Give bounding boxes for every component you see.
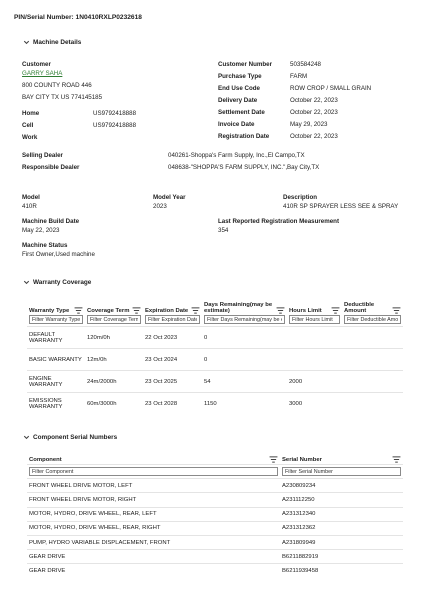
chevron-down-icon[interactable]: [22, 38, 31, 47]
table-row: [27, 327, 403, 349]
machine-status-label: Machine Status: [22, 242, 68, 249]
days-remaining-cell: 1150: [202, 393, 287, 415]
filter-lines-icon[interactable]: [74, 307, 83, 314]
component-cell: PUMP, HYDRO VARIABLE DISPLACEMENT, FRONT: [27, 535, 280, 549]
col-header-days-remaining[interactable]: Days Remaining(may be estimate): [202, 302, 287, 315]
filter-hours-limit-input[interactable]: [289, 315, 340, 324]
home-phone-label: Home: [22, 110, 40, 117]
deductible-amount-cell: [342, 393, 403, 415]
table-row: [27, 521, 403, 535]
hours-limit-cell: [287, 327, 342, 349]
filter-serial-number-input[interactable]: [282, 467, 401, 476]
model-year-label: Model Year: [153, 194, 186, 201]
warranty-type-cell: ENGINE WARRANTY: [27, 371, 85, 393]
filter-lines-icon[interactable]: [331, 307, 340, 314]
serial-number-cell: B6211882919: [280, 550, 403, 564]
filter-component-input[interactable]: [29, 467, 278, 476]
days-remaining-cell: 0: [202, 327, 287, 349]
registration-date-value: October 22, 2023: [290, 133, 338, 140]
table-row: [27, 393, 403, 415]
filter-lines-icon[interactable]: [392, 307, 401, 314]
hours-limit-cell: 2000: [287, 371, 342, 393]
deductible-amount-cell: [342, 349, 403, 371]
table-row: [27, 564, 403, 578]
cell-phone-value: US9792418888: [93, 122, 137, 129]
serial-number-cell: A230809234: [280, 479, 403, 493]
table-row: [27, 493, 403, 507]
col-header-coverage-term[interactable]: Coverage Term: [85, 302, 143, 315]
filter-warranty-type-input[interactable]: [29, 315, 83, 324]
section-warranty-coverage[interactable]: [22, 278, 91, 287]
registration-date-label: Registration Date: [218, 133, 270, 140]
filter-expiration-date-input[interactable]: [145, 315, 200, 324]
warranty-table: [27, 302, 403, 415]
table-row: [27, 479, 403, 493]
hours-limit-cell: 3000: [287, 393, 342, 415]
col-header-component[interactable]: Component: [27, 456, 280, 465]
expiration-date-cell: 23 Oct 2025: [143, 371, 202, 393]
table-row: [27, 535, 403, 549]
col-header-deductible-amount[interactable]: Deductible Amount: [342, 302, 403, 315]
settlement-date-value: October 22, 2023: [290, 109, 338, 116]
build-date-value: May 22, 2023: [22, 227, 60, 234]
filter-lines-icon[interactable]: [191, 307, 200, 314]
component-serial-table: [27, 456, 403, 578]
filter-lines-icon[interactable]: [132, 307, 141, 314]
settlement-date-label: Settlement Date: [218, 109, 265, 116]
chevron-down-icon[interactable]: [22, 278, 31, 287]
customer-address-line2: BAY CITY TX US 774145185: [22, 94, 103, 101]
filter-days-remaining-input[interactable]: [204, 315, 285, 324]
build-date-label: Machine Build Date: [22, 218, 80, 225]
home-phone-value: US9792418888: [93, 110, 137, 117]
model-label: Model: [22, 194, 40, 201]
serial-number-cell: B6211939458: [280, 564, 403, 578]
table-row: [27, 349, 403, 371]
serial-number-cell: A231809949: [280, 535, 403, 549]
registration-measurement-value: 354: [218, 227, 229, 234]
description-value: 410R SP SPRAYER LESS SEE & SPRAY: [283, 203, 399, 210]
machine-status-value: First Owner,Used machine: [22, 251, 95, 258]
table-row: [27, 371, 403, 393]
deductible-amount-cell: [342, 327, 403, 349]
section-title: Warranty Coverage: [33, 279, 92, 286]
section-component-serial-numbers[interactable]: [22, 433, 117, 442]
selling-dealer-label: Selling Dealer: [22, 152, 63, 159]
coverage-term-cell: 24m/2000h: [85, 371, 143, 393]
pin-serial-number: PIN/Serial Number: 1N0410RXLP0232618: [14, 14, 142, 21]
end-use-code-value: ROW CROP / SMALL GRAIN: [290, 85, 372, 92]
warranty-type-cell: EMISSIONS WARRANTY: [27, 393, 85, 415]
section-machine-details[interactable]: [22, 38, 81, 47]
serial-number-cell: A231112250: [280, 493, 403, 507]
end-use-code-label: End Use Code: [218, 85, 260, 92]
filter-deductible-amount-input[interactable]: [344, 315, 401, 324]
serial-number-cell: A231312362: [280, 521, 403, 535]
responsible-dealer-label: Responsible Dealer: [22, 164, 80, 171]
coverage-term-cell: 12m/0h: [85, 349, 143, 371]
responsible-dealer-value: 048638-"SHOPPA'S FARM SUPPLY, INC.",Bay City,TX: [168, 164, 320, 171]
chevron-down-icon[interactable]: [22, 433, 31, 442]
component-cell: FRONT WHEEL DRIVE MOTOR, RIGHT: [27, 493, 280, 507]
filter-lines-icon[interactable]: [276, 307, 285, 314]
expiration-date-cell: 23 Oct 2024: [143, 349, 202, 371]
filter-lines-icon[interactable]: [269, 456, 278, 463]
filter-lines-icon[interactable]: [392, 456, 401, 463]
component-cell: FRONT WHEEL DRIVE MOTOR, LEFT: [27, 479, 280, 493]
component-cell: MOTOR, HYDRO, DRIVE WHEEL, REAR, RIGHT: [27, 521, 280, 535]
warranty-type-cell: BASIC WARRANTY: [27, 349, 85, 371]
invoice-date-value: May 29, 2023: [290, 121, 328, 128]
section-title: Component Serial Numbers: [33, 434, 118, 441]
customer-name-link[interactable]: GARRY SAHA: [22, 70, 63, 77]
table-row: [27, 507, 403, 521]
registration-measurement-label: Last Reported Registration Measurement: [218, 218, 340, 225]
deductible-amount-cell: [342, 371, 403, 393]
cell-phone-label: Cell: [22, 122, 34, 129]
customer-number-value: 503584248: [290, 61, 321, 68]
col-header-expiration-date[interactable]: Expiration Date: [143, 302, 202, 315]
table-row: [27, 550, 403, 564]
expiration-date-cell: 23 Oct 2028: [143, 393, 202, 415]
delivery-date-label: Delivery Date: [218, 97, 258, 104]
delivery-date-value: October 22, 2023: [290, 97, 338, 104]
component-cell: MOTOR, HYDRO, DRIVE WHEEL, REAR, LEFT: [27, 507, 280, 521]
customer-label: Customer: [22, 61, 51, 68]
coverage-term-cell: 60m/3000h: [85, 393, 143, 415]
filter-coverage-term-input[interactable]: [87, 315, 141, 324]
col-header-serial-number[interactable]: Serial Number: [280, 456, 403, 465]
col-header-hours-limit[interactable]: Hours Limit: [287, 302, 342, 315]
component-cell: GEAR DRIVE: [27, 550, 280, 564]
coverage-term-cell: 120m/0h: [85, 327, 143, 349]
purchase-type-value: FARM: [290, 73, 308, 80]
invoice-date-label: Invoice Date: [218, 121, 255, 128]
hours-limit-cell: [287, 349, 342, 371]
section-title: Machine Details: [33, 39, 82, 46]
serial-number-cell: A231312340: [280, 507, 403, 521]
selling-dealer-value: 040261-Shoppa's Farm Supply, Inc.,El Campo,TX: [168, 152, 305, 159]
days-remaining-cell: 54: [202, 371, 287, 393]
model-year-value: 2023: [153, 203, 167, 210]
col-header-warranty-type[interactable]: Warranty Type: [27, 302, 85, 315]
purchase-type-label: Purchase Type: [218, 73, 262, 80]
model-value: 410R: [22, 203, 37, 210]
work-phone-label: Work: [22, 134, 38, 141]
customer-number-label: Customer Number: [218, 61, 272, 68]
days-remaining-cell: 0: [202, 349, 287, 371]
expiration-date-cell: 22 Oct 2023: [143, 327, 202, 349]
customer-address-line1: 800 COUNTY ROAD 446: [22, 82, 92, 89]
description-label: Description: [283, 194, 318, 201]
warranty-type-cell: DEFAULT WARRANTY: [27, 327, 85, 349]
component-cell: GEAR DRIVE: [27, 564, 280, 578]
